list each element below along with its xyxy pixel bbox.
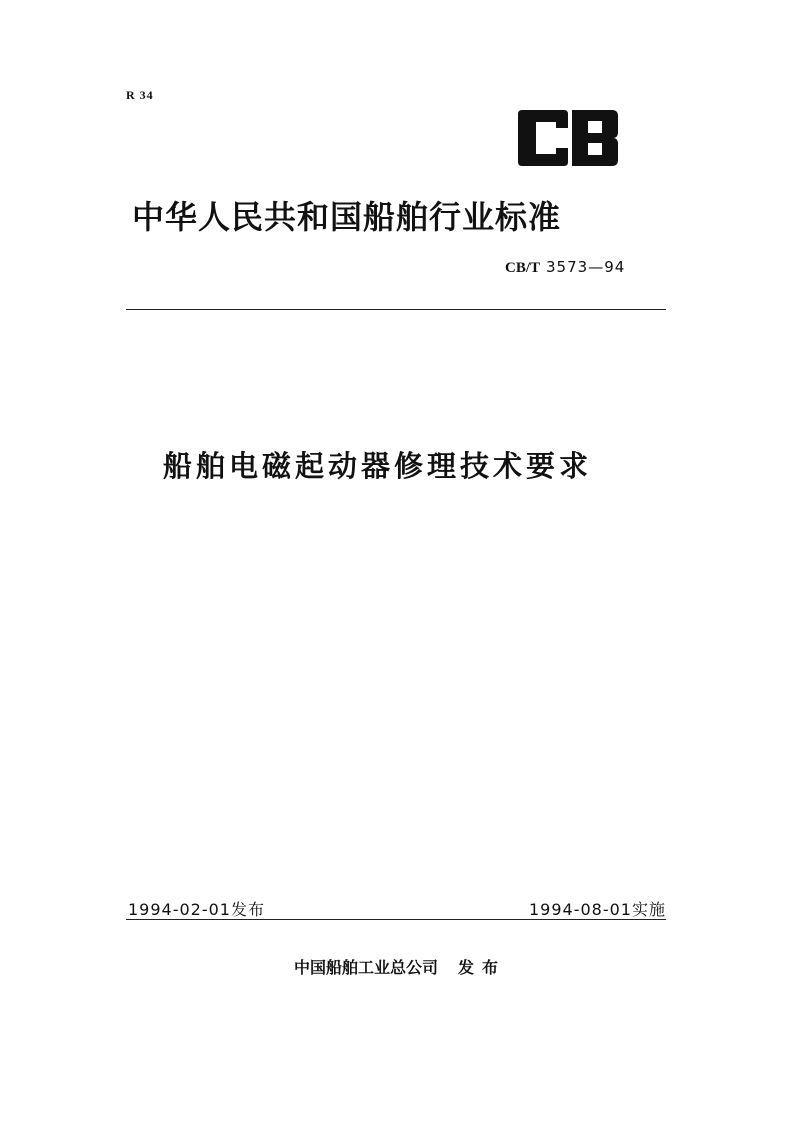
- cb-logo: [516, 110, 620, 166]
- publisher-name: 中国船舶工业总公司: [293, 958, 438, 977]
- document-title: 船舶电磁起动器修理技术要求: [163, 449, 593, 483]
- issue-date: 1994-02-01发布: [128, 900, 265, 919]
- standard-code: [505, 258, 625, 277]
- bottom-divider: [126, 919, 666, 920]
- cb-logo-letter-b: [572, 110, 618, 166]
- top-divider: [126, 309, 666, 310]
- effective-date: 1994-08-01实施: [529, 900, 666, 919]
- org-title: 中华人民共和国船舶行业标准: [132, 198, 562, 236]
- cb-logo-letter-c: [518, 110, 568, 166]
- publish-action: 发布: [458, 958, 507, 977]
- standard-number: 3573—94: [546, 258, 626, 276]
- publisher-line: [0, 955, 800, 978]
- standard-prefix: CB/T: [505, 260, 541, 276]
- classification-code: R 34: [126, 88, 154, 102]
